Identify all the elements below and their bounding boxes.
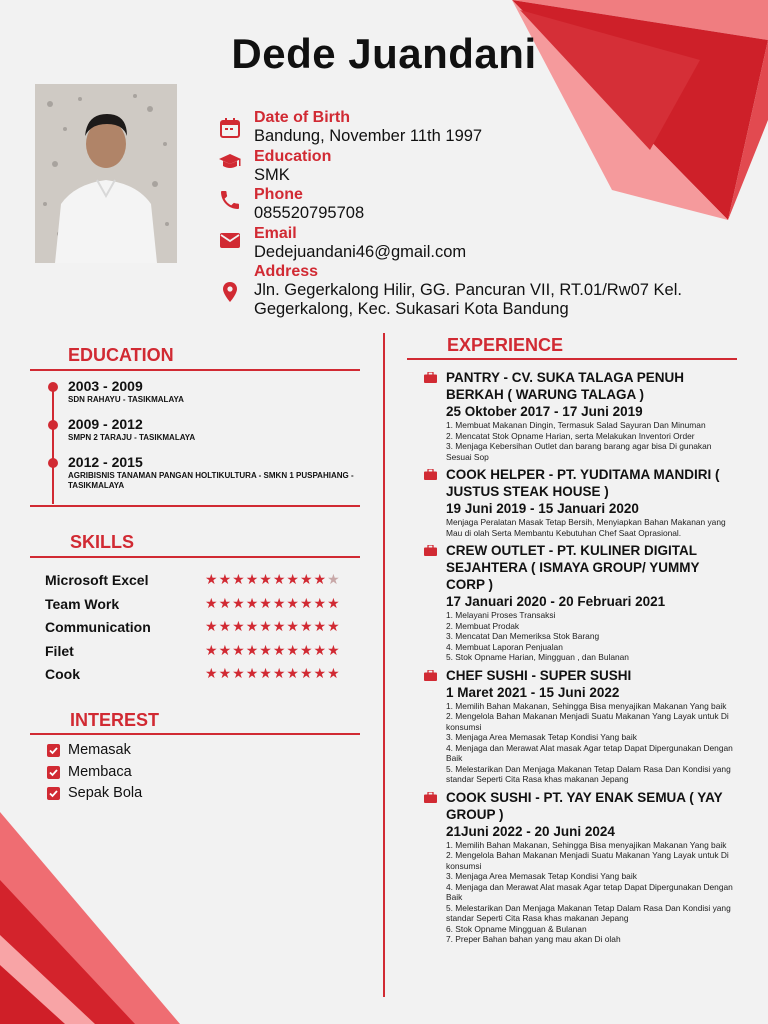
- education-years: 2012 - 2015: [68, 454, 143, 470]
- star-icon: ★: [313, 571, 328, 587]
- star-icon: ★: [272, 665, 287, 681]
- skill-name: Team Work: [45, 595, 120, 612]
- checkbox-icon: [47, 787, 60, 800]
- star-icon: ★: [232, 571, 246, 587]
- skill-rating: [205, 618, 341, 635]
- briefcase-icon: [424, 372, 437, 383]
- star-icon: ★: [327, 618, 341, 634]
- star-icon: ★: [299, 571, 314, 587]
- timeline-dot: [48, 382, 58, 392]
- experience-list: [424, 369, 739, 949]
- star-icon: ★: [286, 618, 300, 634]
- skill-rating: [205, 642, 341, 659]
- email-label: Email: [254, 225, 297, 242]
- star-icon: ★: [299, 665, 314, 681]
- job-description-line: 1. Melayani Proses Transaksi: [446, 610, 556, 620]
- job-description-line: 1. Membuat Makanan Dingin, Termasuk Salad Sayuran Dan Minuman: [446, 420, 706, 430]
- job-date: 19 Juni 2019 - 15 Januari 2020: [446, 501, 639, 516]
- star-icon: ★: [286, 641, 300, 658]
- briefcase-icon: [424, 545, 437, 556]
- job-description-line: 5. Stok Opname Harian, Mingguan , dan Bulanan: [446, 652, 629, 662]
- skill-row: [45, 643, 365, 667]
- interest-rule: [30, 733, 360, 735]
- star-icon: ★: [327, 641, 341, 658]
- star-icon: ★: [286, 665, 300, 681]
- star-icon: ★: [313, 618, 328, 634]
- experience-entry: [424, 667, 739, 785]
- star-icon: ★: [286, 571, 300, 587]
- skill-name: Communication: [45, 619, 151, 635]
- job-title: PANTRY - CV. SUKA TALAGA PENUH BERKAH ( WARUNG TALAGA ): [446, 370, 685, 402]
- star-icon: ★: [313, 665, 328, 681]
- education-school: SMPN 2 TARAJU - TASIKMALAYA: [68, 433, 196, 442]
- email-item: [218, 224, 738, 262]
- skill-rating: [205, 595, 341, 612]
- star-icon: ★: [272, 594, 287, 611]
- phone-item: [218, 185, 738, 224]
- job-description-line: 3. Menjaga Area Memasak Tetap Kondisi Yang baik: [446, 871, 637, 881]
- calendar-icon: [218, 116, 242, 140]
- skill-row: [45, 666, 365, 690]
- job-date: 21Juni 2022 - 20 Juni 2024: [446, 823, 615, 839]
- star-icon: ★: [259, 618, 273, 634]
- star-icon: ★: [299, 594, 314, 611]
- skills-list: [45, 572, 365, 690]
- star-icon: ★: [232, 618, 246, 634]
- star-icon: ★: [218, 594, 233, 611]
- skill-rating: [205, 665, 341, 682]
- column-divider: [383, 333, 385, 997]
- job-title: CREW OUTLET - PT. KULINER DIGITAL SEJAHTERA ( ISMAYA GROUP/ YUMMY CORP ): [446, 543, 700, 592]
- star-icon: ★: [245, 618, 260, 634]
- experience-section-title: EXPERIENCE: [447, 335, 564, 355]
- experience-entry: [424, 369, 739, 462]
- star-icon: ★: [245, 665, 260, 681]
- star-icon: ★: [259, 641, 273, 658]
- job-description-line: 4. Menjaga dan Merawat Alat masak Agar tetap Dapat Dipergunakan Dengan Baik: [446, 742, 733, 763]
- job-date: 17 Januari 2020 - 20 Februari 2021: [446, 594, 666, 609]
- interest-section-title: INTEREST: [70, 710, 160, 730]
- star-icon: ★: [259, 665, 273, 681]
- experience-entry: [424, 542, 739, 663]
- job-description-line: 2. Membuat Prodak: [446, 620, 520, 631]
- timeline-dot: [48, 420, 58, 430]
- job-description-line: 5. Melestarikan Dan Menjaga Makanan Tetap Dalam Rasa Dan Kondisi yang standar Seperti Cita Rasa khas makanan Jepang: [446, 763, 731, 784]
- star-icon: ★: [218, 618, 233, 634]
- job-title: COOK SUSHI - PT. YAY ENAK SEMUA ( YAY GROUP ): [446, 789, 723, 822]
- checkbox-icon: [47, 744, 60, 757]
- star-icon: ★: [232, 641, 246, 658]
- star-icon: ★: [218, 641, 233, 658]
- job-description-line: 2. Mengelola Bahan Makanan Menjadi Suatu Makanan Yang Layak untuk Di konsumsi: [446, 711, 729, 732]
- star-icon: ★: [205, 618, 219, 634]
- star-icon: ★: [245, 571, 260, 587]
- skill-name: Cook: [45, 666, 80, 682]
- job-description-line: Menjaga Peralatan Masak Tetap Bersih, Menyiapkan Bahan Makanan yang Mau di olah Serta Membantu Kebutuhan Chef Saat Oprasional.: [446, 517, 726, 538]
- education-label: Education: [254, 148, 332, 165]
- star-icon: ★: [259, 594, 273, 611]
- skill-name: Microsoft Excel: [45, 572, 149, 588]
- skill-row: [45, 596, 365, 620]
- education-entry: [50, 416, 360, 454]
- education-school: AGRIBISNIS TANAMAN PANGAN HOLTIKULTURA - SMKN 1 PUSPAHIANG - TASIKMALAYA: [68, 471, 354, 490]
- skill-row: [45, 572, 365, 596]
- experience-rule: [407, 358, 737, 360]
- education-section-title: EDUCATION: [68, 345, 174, 365]
- phone-label: Phone: [254, 186, 303, 203]
- star-icon: ★: [245, 641, 260, 658]
- star-icon: ★: [232, 594, 246, 611]
- job-description-line: 5. Melestarikan Dan Menjaga Makanan Tetap Dalam Rasa Dan Kondisi yang standar Seperti Cita Rasa khas makanan Jepang: [446, 902, 731, 923]
- star-icon: ★: [327, 594, 341, 611]
- address-item: [218, 262, 738, 319]
- profile-photo: [35, 84, 177, 263]
- education-bottom-rule: [30, 505, 360, 507]
- email-value: Dedejuandani46@gmail.com: [254, 243, 467, 261]
- skills-section-title: SKILLS: [70, 532, 135, 552]
- dob-item: [218, 108, 738, 147]
- job-description-line: 3. Menjaga Area Memasak Tetap Kondisi Yang baik: [446, 732, 637, 742]
- star-icon: ★: [259, 571, 273, 587]
- skills-rule: [30, 556, 360, 558]
- star-icon: ★: [286, 594, 300, 611]
- star-icon: ★: [313, 641, 328, 658]
- star-icon: ★: [327, 571, 341, 587]
- star-icon: ★: [205, 594, 219, 611]
- job-description-line: 4. Menjaga dan Merawat Alat masak Agar tetap Dapat Dipergunakan Dengan Baik: [446, 881, 733, 902]
- interest-item: [47, 764, 142, 786]
- job-description-line: 2. Mengelola Bahan Makanan Menjadi Suatu Makanan Yang Layak untuk Di konsumsi: [446, 850, 729, 871]
- location-pin-icon: [218, 280, 242, 304]
- star-icon: ★: [299, 618, 314, 634]
- skill-row: [45, 619, 365, 643]
- dob-value: Bandung, November 11th 1997: [254, 127, 483, 145]
- star-icon: ★: [245, 594, 260, 611]
- education-years: 2009 - 2012: [68, 416, 143, 432]
- job-description-line: 3. Menjaga Kebersihan Outlet dan barang barang agar bisa Di gunakan Sesuai Sop: [446, 441, 712, 462]
- education-years: 2003 - 2009: [68, 378, 143, 394]
- timeline-dot: [48, 458, 58, 468]
- star-icon: ★: [218, 665, 233, 681]
- skill-rating: [205, 571, 341, 588]
- interest-label: Memasak: [68, 742, 131, 758]
- job-description-line: 2. Mencatat Stok Opname Harian, serta Melakukan Inventori Order: [446, 430, 695, 441]
- interest-label: Membaca: [68, 763, 132, 780]
- interest-label: Sepak Bola: [68, 785, 143, 801]
- job-title: COOK HELPER - PT. YUDITAMA MANDIRI ( JUSTUS STEAK HOUSE ): [446, 467, 720, 499]
- star-icon: ★: [313, 594, 328, 611]
- job-title: CHEF SUSHI - SUPER SUSHI: [446, 667, 632, 683]
- job-description-line: 7. Preper Bahan bahan yang mau akan Di olah: [446, 934, 621, 944]
- star-icon: ★: [205, 665, 219, 681]
- star-icon: ★: [218, 571, 233, 587]
- address-line-1: Jln. Gegerkalong Hilir, GG. Pancuran VII, RT.01/Rw07 Kel.: [254, 281, 682, 299]
- graduation-cap-icon: [218, 150, 242, 174]
- star-icon: ★: [272, 618, 287, 634]
- interest-item: [47, 742, 142, 764]
- interest-item: [47, 785, 142, 807]
- star-icon: ★: [299, 641, 314, 658]
- star-icon: ★: [327, 665, 341, 681]
- star-icon: ★: [205, 641, 219, 658]
- job-description-line: 1. Memilih Bahan Makanan, Sehingga Bisa menyajikan Makanan Yang baik: [446, 839, 727, 850]
- briefcase-icon: [424, 670, 437, 681]
- star-icon: ★: [205, 571, 219, 587]
- education-entry: [50, 454, 360, 502]
- education-rule: [30, 369, 360, 371]
- star-icon: ★: [272, 571, 287, 587]
- address-label: Address: [254, 263, 319, 280]
- candidate-name: Dede Juandani: [231, 30, 537, 77]
- job-description-line: 6. Stok Opname Mingguan & Bulanan: [446, 923, 587, 934]
- education-school: SDN RAHAYU - TASIKMALAYA: [68, 395, 184, 404]
- job-date: 25 Oktober 2017 - 17 Juni 2019: [446, 404, 643, 419]
- phone-icon: [218, 188, 242, 212]
- education-item: [218, 147, 738, 185]
- address-line-2: Gegerkalong, Kec. Sukasari Kota Bandung: [254, 300, 569, 318]
- job-description-line: 1. Memilih Bahan Makanan, Sehingga Bisa menyajikan Makanan Yang baik: [446, 700, 727, 711]
- job-description-line: 3. Mencatat Dan Memeriksa Stok Barang: [446, 631, 600, 641]
- envelope-icon: [218, 228, 242, 252]
- experience-entry: [424, 789, 739, 945]
- star-icon: ★: [232, 665, 246, 681]
- education-entry: [50, 378, 360, 416]
- briefcase-icon: [424, 469, 437, 480]
- contact-info: [218, 108, 738, 319]
- skill-name: Filet: [45, 642, 74, 659]
- star-icon: ★: [272, 641, 287, 658]
- phone-value: 085520795708: [254, 204, 365, 222]
- job-date: 1 Maret 2021 - 15 Juni 2022: [446, 684, 620, 700]
- dob-label: Date of Birth: [254, 109, 350, 126]
- education-timeline: [50, 378, 360, 502]
- experience-entry: [424, 466, 739, 538]
- checkbox-icon: [47, 766, 60, 779]
- briefcase-icon: [424, 792, 437, 803]
- interest-list: [47, 742, 142, 807]
- education-value: SMK: [254, 166, 290, 184]
- job-description-line: 4. Membuat Laporan Penjualan: [446, 641, 563, 652]
